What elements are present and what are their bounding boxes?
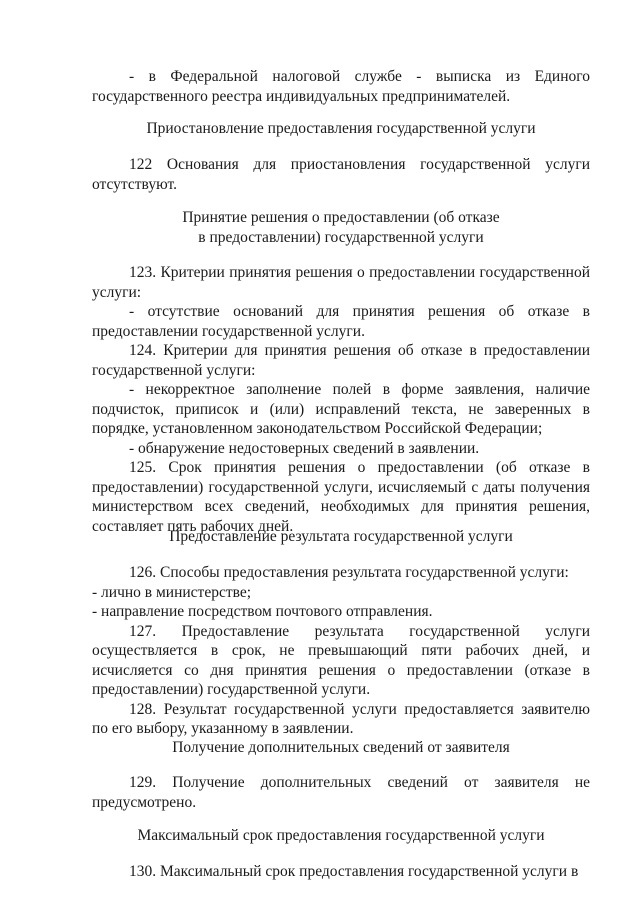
paragraph-123-item-1: - отсутствие оснований для принятия решения об отказе в предоставлении государственной услуги. — [92, 303, 590, 340]
paragraph-122 — [92, 155, 590, 194]
paragraph-124-item-2: - обнаружение недостоверных сведений в заявлении. — [129, 439, 480, 457]
heading-max-term: Максимальный срок предоставления государственной услуги — [137, 827, 545, 844]
heading-suspension: Приостановление предоставления государственной услуги — [146, 120, 536, 137]
intro-list-item — [92, 67, 590, 106]
paragraph-123: 123. Критерии принятия решения о предоставлении государственной услуги: — [92, 264, 590, 301]
paragraph-128: 128. Результат государственной услуги предоставляется заявителю по его выбору, указанному в заявлении. — [92, 700, 590, 737]
paragraph-130-text: 130. Максимальный срок предоставления государственной услуги в — [129, 863, 579, 880]
section-decision-body — [92, 263, 590, 536]
paragraph-124-item-1: - некорректное заполнение полей в форме заявления, наличие подчисток, приписок и (или) исправлений текста, не заверенных в порядке, установленном законодательством Российской Федерации; — [92, 381, 590, 437]
heading-result: Предоставление результата государственной услуги — [169, 528, 513, 545]
paragraph-125: 125. Срок принятия решения о предоставлении (об отказе в предоставлении) государственной услуги, исчисляемый с даты получения министерством всех сведений, необходимых для принятия решения, составляет пять рабочих дней. — [92, 459, 590, 535]
intro-item-text: - в Федеральной налоговой службе - выписка из Единого государственного реестра индивидуальных предпринимателей. — [92, 68, 590, 105]
paragraph-126-item-2: - направление посредством почтового отправления. — [92, 603, 433, 620]
heading-decision — [92, 208, 590, 247]
heading-decision-line-2: в предоставлении) государственной услуги — [198, 228, 484, 246]
paragraph-129 — [92, 773, 590, 812]
paragraph-127: 127. Предоставление результата государственной услуги осуществляется в срок, не превышающий пяти рабочих дней, и исчисляется со дня принятия решения о предоставлении (отказе в предоставлении) государственной услуги. — [92, 622, 590, 698]
paragraph-122-text: 122 Основания для приостановления государственной услуги отсутствуют. — [92, 156, 590, 193]
paragraph-126-item-1: - лично в министерстве; — [92, 583, 252, 601]
paragraph-126: 126. Способы предоставления результата государственной услуги: — [129, 564, 569, 581]
section-result-body — [92, 563, 590, 739]
heading-additional-info: Получение дополнительных сведений от заявителя — [172, 739, 510, 756]
paragraph-129-text: 129. Получение дополнительных сведений от заявителя не предусмотрено. — [92, 774, 590, 811]
paragraph-124: 124. Критерии для принятия решения об отказе в предоставлении государственной услуги: — [92, 342, 590, 379]
paragraph-130 — [92, 862, 590, 882]
heading-decision-line-1: Принятие решения о предоставлении (об отказе — [182, 209, 500, 226]
